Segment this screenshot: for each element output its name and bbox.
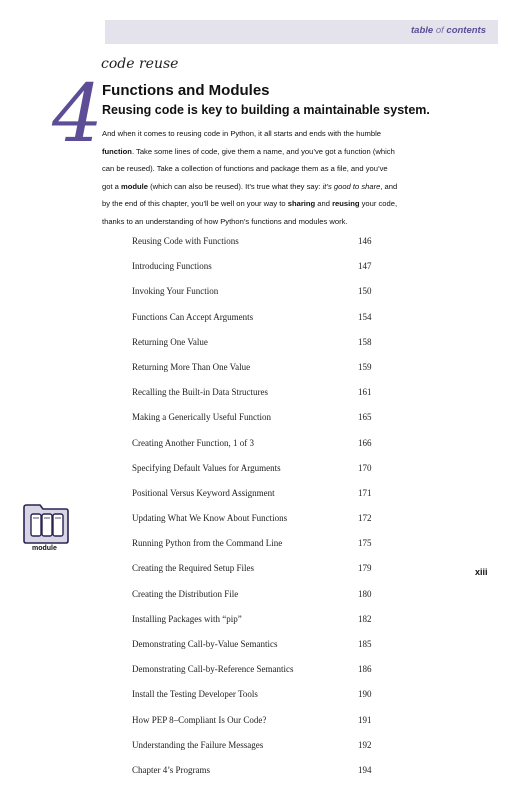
toc-entry-page: 165 bbox=[358, 412, 372, 423]
toc-entry[interactable] bbox=[132, 614, 392, 639]
section-label: code reuse bbox=[101, 56, 179, 72]
intro-text: can be reused). Take a collection of functions and package them as a file, and you’ve bbox=[102, 164, 388, 174]
toc-entry-page: 175 bbox=[358, 538, 372, 549]
toc-entry-title: Updating What We Know About Functions bbox=[132, 513, 288, 524]
page-number: xiii bbox=[475, 567, 488, 577]
toc-entry-title: Reusing Code with Functions bbox=[132, 236, 239, 246]
toc-entry-title: Functions Can Accept Arguments bbox=[132, 311, 254, 322]
intro-text: module bbox=[121, 181, 149, 191]
running-header: table of contents bbox=[411, 25, 486, 36]
intro-line bbox=[102, 125, 502, 143]
toc-entry-page: 179 bbox=[358, 563, 372, 574]
intro-text: by the end of this chapter, you’ll be well on your way to bbox=[102, 199, 288, 209]
intro-text: function bbox=[102, 146, 132, 156]
toc-entry[interactable] bbox=[132, 715, 392, 740]
toc-entry[interactable] bbox=[132, 463, 392, 488]
toc-entry-page: 170 bbox=[358, 462, 372, 473]
toc-entry-page: 147 bbox=[358, 261, 372, 272]
toc-entry-page: 182 bbox=[358, 613, 372, 624]
toc-entry-title: Invoking Your Function bbox=[132, 286, 219, 297]
toc-entry[interactable] bbox=[132, 538, 392, 563]
intro-text: got a bbox=[102, 181, 121, 191]
toc-entry-page: 190 bbox=[358, 689, 372, 700]
toc-entry-page: 150 bbox=[358, 286, 372, 297]
intro-text: sharing bbox=[287, 199, 316, 209]
toc-entry-page: 171 bbox=[358, 487, 372, 498]
intro-text: and bbox=[315, 199, 333, 209]
toc-entry[interactable] bbox=[132, 563, 392, 588]
module-folder-icon bbox=[21, 499, 71, 545]
toc-entry[interactable] bbox=[132, 513, 392, 538]
toc-entry-page: 154 bbox=[358, 311, 372, 322]
intro-text: it’s good to share bbox=[322, 181, 381, 191]
toc-entry-page: 159 bbox=[358, 361, 372, 372]
toc-entry[interactable] bbox=[132, 689, 392, 714]
toc-entry-title: Chapter 4’s Programs bbox=[132, 764, 210, 775]
toc-entry-title: Creating the Distribution File bbox=[132, 588, 239, 599]
intro-text: your code, bbox=[359, 199, 398, 209]
toc-entry[interactable] bbox=[132, 664, 392, 689]
toc-entry[interactable] bbox=[132, 639, 392, 664]
chapter-title: Functions and Modules bbox=[102, 82, 270, 99]
toc-entry-title: Returning More Than One Value bbox=[132, 361, 251, 372]
toc-entry[interactable] bbox=[132, 412, 392, 437]
toc-entry[interactable] bbox=[132, 286, 392, 311]
toc-entry-title: Making a Generically Useful Function bbox=[132, 412, 271, 423]
toc-entry-title: Specifying Default Values for Arguments bbox=[132, 462, 281, 473]
toc-entry-title: Demonstrating Call-by-Reference Semantics bbox=[132, 664, 294, 675]
toc-entry-title: Installing Packages with “pip” bbox=[132, 613, 242, 624]
intro-line bbox=[102, 195, 502, 213]
intro-text: And when it comes to reusing code in Python, it all starts and ends with the humble bbox=[102, 129, 382, 138]
toc-entry-title: Creating the Required Setup Files bbox=[132, 563, 254, 574]
intro-text: thanks to an understanding of how Python’s functions and modules work. bbox=[102, 216, 348, 226]
toc-entry[interactable] bbox=[132, 387, 392, 412]
intro-paragraph bbox=[102, 125, 502, 231]
toc-entry-title: Running Python from the Command Line bbox=[132, 538, 283, 549]
toc-entry-title: Install the Testing Developer Tools bbox=[132, 689, 258, 700]
toc-entry[interactable] bbox=[132, 740, 392, 765]
toc-entry-page: 185 bbox=[358, 639, 372, 649]
toc-entry[interactable] bbox=[132, 337, 392, 362]
intro-text: (which can also be reused). It’s true what they say: bbox=[148, 181, 323, 191]
intro-line bbox=[102, 143, 502, 161]
toc-entry-page: 172 bbox=[358, 513, 372, 524]
toc-entry-page: 194 bbox=[358, 764, 372, 775]
module-caption: module bbox=[32, 545, 57, 552]
toc-entry-title: Positional Versus Keyword Assignment bbox=[132, 487, 275, 498]
toc-entry-title: Returning One Value bbox=[132, 336, 208, 347]
chapter-subtitle: Reusing code is key to building a maintainable system. bbox=[102, 103, 430, 117]
toc-entry[interactable] bbox=[132, 438, 392, 463]
toc-entry[interactable] bbox=[132, 765, 392, 790]
toc-entry-title: Demonstrating Call-by-Value Semantics bbox=[132, 639, 278, 649]
intro-line bbox=[102, 213, 502, 231]
toc-entry-page: 192 bbox=[358, 739, 372, 750]
toc-entry-page: 166 bbox=[358, 437, 372, 448]
intro-text: reusing bbox=[332, 199, 360, 209]
chapter-number: 4 bbox=[52, 67, 103, 160]
toc-entry[interactable] bbox=[132, 261, 392, 286]
toc-entry-title: Understanding the Failure Messages bbox=[132, 739, 264, 750]
toc-list bbox=[132, 236, 392, 790]
toc-entry-page: 186 bbox=[358, 664, 372, 675]
toc-entry-page: 191 bbox=[358, 714, 372, 725]
toc-entry[interactable] bbox=[132, 589, 392, 614]
toc-entry-page: 158 bbox=[358, 336, 372, 347]
toc-entry-title: Recalling the Built-in Data Structures bbox=[132, 387, 268, 398]
toc-entry[interactable] bbox=[132, 236, 392, 261]
intro-text: , and bbox=[380, 181, 398, 191]
toc-entry-page: 146 bbox=[358, 236, 372, 246]
intro-text: . Take some lines of code, give them a name, and you’ve got a function (which bbox=[131, 146, 395, 156]
intro-line bbox=[102, 178, 502, 196]
toc-entry[interactable] bbox=[132, 312, 392, 337]
intro-line bbox=[102, 160, 502, 178]
toc-entry-page: 180 bbox=[358, 588, 372, 599]
toc-entry[interactable] bbox=[132, 488, 392, 513]
toc-entry[interactable] bbox=[132, 362, 392, 387]
header-bar bbox=[105, 20, 498, 44]
toc-entry-title: How PEP 8–Compliant Is Our Code? bbox=[132, 714, 267, 725]
toc-entry-page: 161 bbox=[358, 387, 372, 398]
toc-entry-title: Introducing Functions bbox=[132, 261, 212, 272]
toc-entry-title: Creating Another Function, 1 of 3 bbox=[132, 437, 254, 448]
